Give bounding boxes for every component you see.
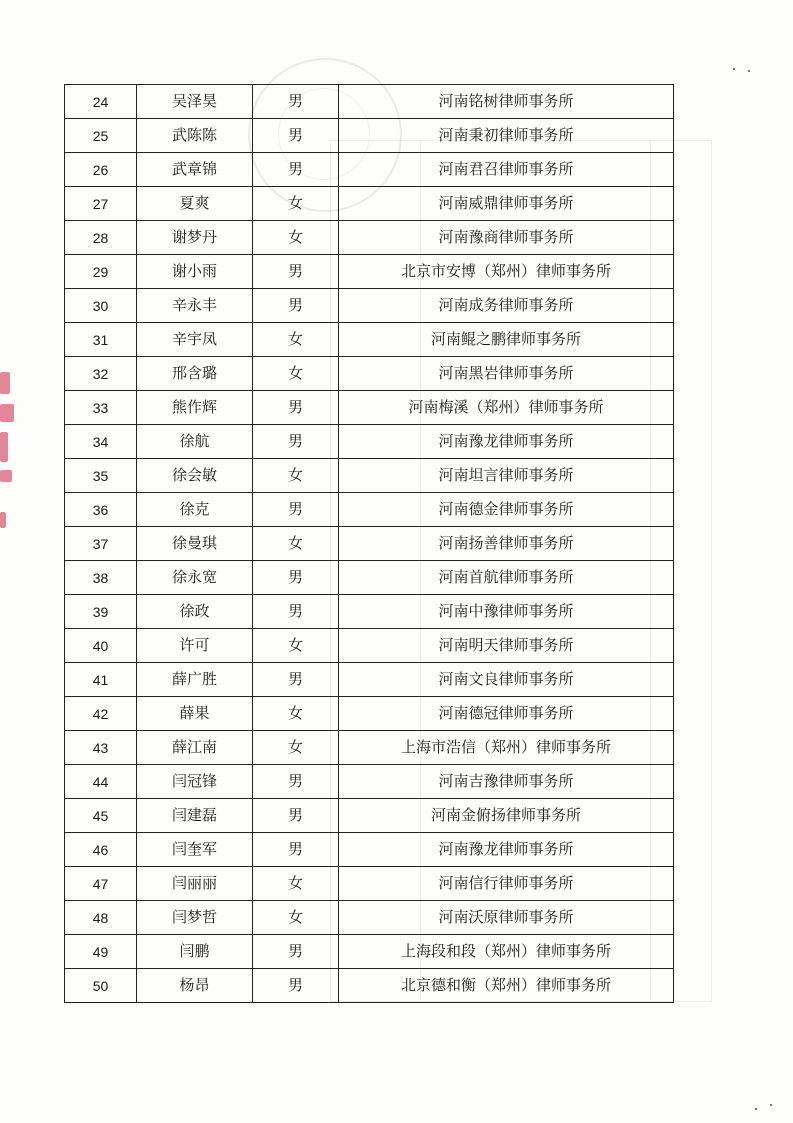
seal-fragment-mark xyxy=(0,512,6,528)
scan-speck xyxy=(770,1104,772,1106)
seal-fragment-mark xyxy=(0,372,10,394)
name-cell: 徐政 xyxy=(137,595,253,629)
gender-cell: 男 xyxy=(253,493,339,527)
gender-cell: 男 xyxy=(253,391,339,425)
gender-cell: 男 xyxy=(253,833,339,867)
name-cell: 谢小雨 xyxy=(137,255,253,289)
gender-cell: 男 xyxy=(253,85,339,119)
row-number-cell: 49 xyxy=(65,935,137,969)
table-row xyxy=(65,289,674,323)
row-number-cell: 46 xyxy=(65,833,137,867)
name-cell: 薛果 xyxy=(137,697,253,731)
name-cell: 夏爽 xyxy=(137,187,253,221)
row-number-cell: 45 xyxy=(65,799,137,833)
row-number-cell: 27 xyxy=(65,187,137,221)
row-number-cell: 30 xyxy=(65,289,137,323)
row-number-cell: 40 xyxy=(65,629,137,663)
gender-cell: 男 xyxy=(253,969,339,1003)
row-number-cell: 37 xyxy=(65,527,137,561)
gender-cell: 男 xyxy=(253,935,339,969)
gender-cell: 男 xyxy=(253,595,339,629)
law-firm-cell: 河南金俯扬律师事务所 xyxy=(339,799,674,833)
gender-cell: 女 xyxy=(253,629,339,663)
table-row xyxy=(65,663,674,697)
gender-cell: 男 xyxy=(253,561,339,595)
law-firm-cell: 河南坦言律师事务所 xyxy=(339,459,674,493)
law-firm-cell: 河南文良律师事务所 xyxy=(339,663,674,697)
name-cell: 吴泽昊 xyxy=(137,85,253,119)
name-cell: 谢梦丹 xyxy=(137,221,253,255)
table-row xyxy=(65,85,674,119)
table-row xyxy=(65,425,674,459)
lawyer-roster-table xyxy=(64,84,674,1003)
table-row xyxy=(65,357,674,391)
table-row xyxy=(65,629,674,663)
law-firm-cell: 河南扬善律师事务所 xyxy=(339,527,674,561)
table-row xyxy=(65,595,674,629)
seal-fragment-mark xyxy=(0,432,8,462)
law-firm-cell: 河南德金律师事务所 xyxy=(339,493,674,527)
law-firm-cell: 河南黑岩律师事务所 xyxy=(339,357,674,391)
name-cell: 熊作辉 xyxy=(137,391,253,425)
law-firm-cell: 河南首航律师事务所 xyxy=(339,561,674,595)
scan-speck xyxy=(755,1108,757,1110)
table-row xyxy=(65,561,674,595)
name-cell: 许可 xyxy=(137,629,253,663)
gender-cell: 男 xyxy=(253,255,339,289)
law-firm-cell: 河南铭树律师事务所 xyxy=(339,85,674,119)
table-row xyxy=(65,187,674,221)
row-number-cell: 41 xyxy=(65,663,137,697)
law-firm-cell: 河南中豫律师事务所 xyxy=(339,595,674,629)
table-row xyxy=(65,935,674,969)
row-number-cell: 24 xyxy=(65,85,137,119)
gender-cell: 男 xyxy=(253,663,339,697)
law-firm-cell: 上海段和段（郑州）律师事务所 xyxy=(339,935,674,969)
law-firm-cell: 北京市安博（郑州）律师事务所 xyxy=(339,255,674,289)
table-row xyxy=(65,833,674,867)
law-firm-cell: 河南信行律师事务所 xyxy=(339,867,674,901)
row-number-cell: 26 xyxy=(65,153,137,187)
table-row xyxy=(65,697,674,731)
law-firm-cell: 河南吉豫律师事务所 xyxy=(339,765,674,799)
name-cell: 武陈陈 xyxy=(137,119,253,153)
gender-cell: 男 xyxy=(253,765,339,799)
gender-cell: 男 xyxy=(253,119,339,153)
name-cell: 杨昂 xyxy=(137,969,253,1003)
gender-cell: 女 xyxy=(253,323,339,357)
table-row xyxy=(65,323,674,357)
row-number-cell: 25 xyxy=(65,119,137,153)
name-cell: 闫建磊 xyxy=(137,799,253,833)
gender-cell: 女 xyxy=(253,459,339,493)
scan-speck xyxy=(733,68,735,70)
table-row xyxy=(65,765,674,799)
name-cell: 徐曼琪 xyxy=(137,527,253,561)
seal-fragment-mark xyxy=(0,404,14,422)
table-row xyxy=(65,527,674,561)
gender-cell: 男 xyxy=(253,425,339,459)
name-cell: 徐会敏 xyxy=(137,459,253,493)
name-cell: 徐航 xyxy=(137,425,253,459)
row-number-cell: 29 xyxy=(65,255,137,289)
row-number-cell: 36 xyxy=(65,493,137,527)
law-firm-cell: 河南豫龙律师事务所 xyxy=(339,425,674,459)
row-number-cell: 43 xyxy=(65,731,137,765)
table-row xyxy=(65,255,674,289)
law-firm-cell: 河南德冠律师事务所 xyxy=(339,697,674,731)
table-row xyxy=(65,493,674,527)
gender-cell: 女 xyxy=(253,187,339,221)
table-row xyxy=(65,459,674,493)
law-firm-cell: 河南秉初律师事务所 xyxy=(339,119,674,153)
name-cell: 薛广胜 xyxy=(137,663,253,697)
gender-cell: 男 xyxy=(253,799,339,833)
name-cell: 闫丽丽 xyxy=(137,867,253,901)
law-firm-cell: 河南明天律师事务所 xyxy=(339,629,674,663)
table-row xyxy=(65,221,674,255)
row-number-cell: 32 xyxy=(65,357,137,391)
roster-table-body xyxy=(65,85,674,1003)
name-cell: 辛宇凤 xyxy=(137,323,253,357)
name-cell: 徐永宽 xyxy=(137,561,253,595)
table-row xyxy=(65,153,674,187)
name-cell: 辛永丰 xyxy=(137,289,253,323)
law-firm-cell: 河南豫商律师事务所 xyxy=(339,221,674,255)
row-number-cell: 42 xyxy=(65,697,137,731)
gender-cell: 女 xyxy=(253,867,339,901)
name-cell: 徐克 xyxy=(137,493,253,527)
row-number-cell: 48 xyxy=(65,901,137,935)
law-firm-cell: 河南豫龙律师事务所 xyxy=(339,833,674,867)
name-cell: 闫梦哲 xyxy=(137,901,253,935)
law-firm-cell: 河南沃原律师事务所 xyxy=(339,901,674,935)
row-number-cell: 34 xyxy=(65,425,137,459)
seal-fragment-mark xyxy=(0,470,12,482)
table-row xyxy=(65,731,674,765)
row-number-cell: 31 xyxy=(65,323,137,357)
name-cell: 武章锦 xyxy=(137,153,253,187)
gender-cell: 女 xyxy=(253,901,339,935)
row-number-cell: 39 xyxy=(65,595,137,629)
table-row xyxy=(65,119,674,153)
table-row xyxy=(65,901,674,935)
gender-cell: 女 xyxy=(253,357,339,391)
law-firm-cell: 河南鲲之鹏律师事务所 xyxy=(339,323,674,357)
law-firm-cell: 河南梅溪（郑州）律师事务所 xyxy=(339,391,674,425)
law-firm-cell: 上海市浩信（郑州）律师事务所 xyxy=(339,731,674,765)
gender-cell: 男 xyxy=(253,153,339,187)
law-firm-cell: 北京德和衡（郑州）律师事务所 xyxy=(339,969,674,1003)
gender-cell: 男 xyxy=(253,289,339,323)
gender-cell: 女 xyxy=(253,697,339,731)
row-number-cell: 28 xyxy=(65,221,137,255)
name-cell: 闫冠锋 xyxy=(137,765,253,799)
row-number-cell: 38 xyxy=(65,561,137,595)
law-firm-cell: 河南君召律师事务所 xyxy=(339,153,674,187)
name-cell: 闫鹏 xyxy=(137,935,253,969)
gender-cell: 女 xyxy=(253,527,339,561)
table-row xyxy=(65,799,674,833)
row-number-cell: 50 xyxy=(65,969,137,1003)
law-firm-cell: 河南威鼎律师事务所 xyxy=(339,187,674,221)
name-cell: 闫奎军 xyxy=(137,833,253,867)
table-row xyxy=(65,867,674,901)
gender-cell: 女 xyxy=(253,731,339,765)
table-row xyxy=(65,969,674,1003)
table-row xyxy=(65,391,674,425)
gender-cell: 女 xyxy=(253,221,339,255)
scan-speck xyxy=(748,70,750,72)
row-number-cell: 47 xyxy=(65,867,137,901)
name-cell: 薛江南 xyxy=(137,731,253,765)
name-cell: 邢含璐 xyxy=(137,357,253,391)
row-number-cell: 33 xyxy=(65,391,137,425)
row-number-cell: 35 xyxy=(65,459,137,493)
row-number-cell: 44 xyxy=(65,765,137,799)
law-firm-cell: 河南成务律师事务所 xyxy=(339,289,674,323)
